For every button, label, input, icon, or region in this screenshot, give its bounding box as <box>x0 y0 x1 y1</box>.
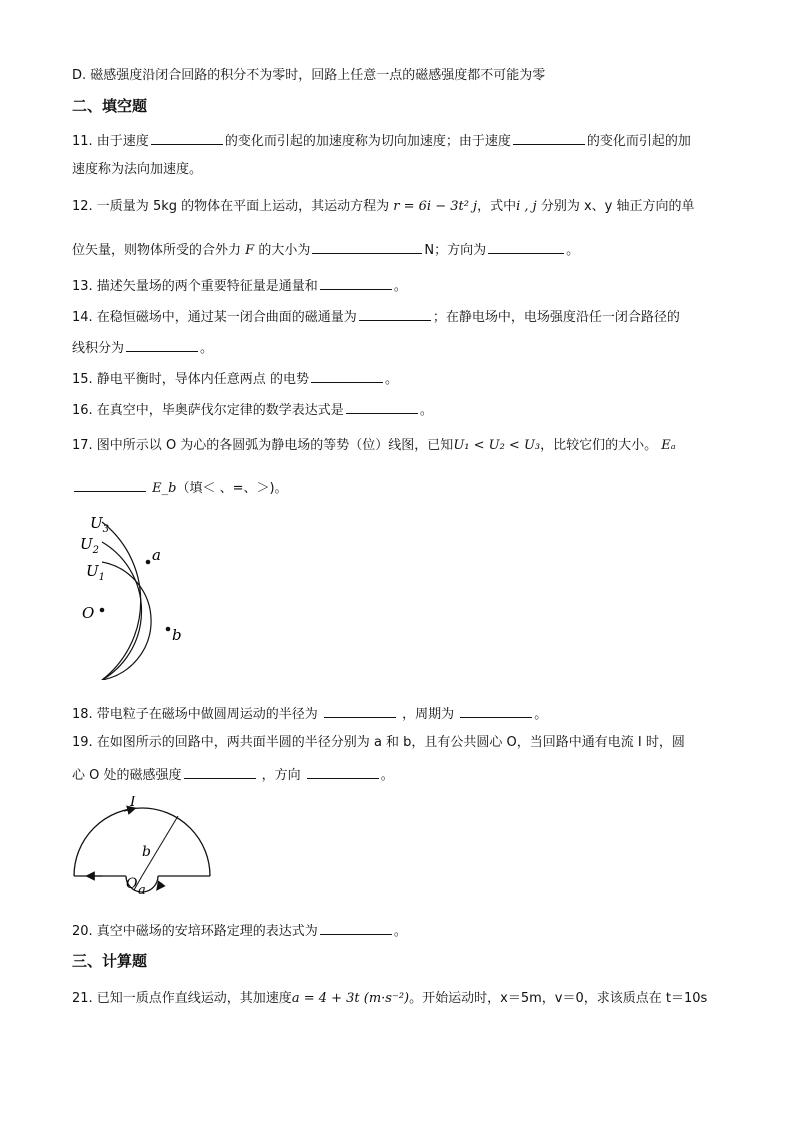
answer-blank[interactable] <box>126 338 198 352</box>
question-14-cont: 线积分为 。 <box>72 338 213 358</box>
section-fill-in: 二、填空题 <box>72 97 148 115</box>
question-17: 17. 图中所示以 O 为心的各圆弧为静电场的等势（位）线图，已知U₁ < U₂ < U₃，比较它们的大小。 Eₐ <box>72 438 676 453</box>
question-12: 12. 一质量为 5kg 的物体在平面上运动，其运动方程为 r = 6i − 3t² j，式中i , j 分别为 x、y 轴正方向的单 <box>72 199 695 214</box>
center-point <box>100 608 105 613</box>
question-12-cont: 位矢量，则物体所受的合外力 F 的大小为 N；方向为 。 <box>72 240 579 260</box>
answer-blank[interactable] <box>320 921 392 935</box>
current-arrow-inner <box>159 883 162 887</box>
question-18: 18. 带电粒子在磁场中做圆周运动的半径为 ，周期为 。 <box>72 704 547 724</box>
question-19-cont: 心 O 处的磁感强度 ，方向 。 <box>72 765 394 785</box>
label-u1: $U_1$ <box>86 562 106 583</box>
question-21: 21. 已知一质点作直线运动，其加速度a = 4 + 3t (m·s⁻²)。开始运动时，x＝5m，v＝0，求该质点在 t＝10s <box>72 991 708 1006</box>
question-19: 19. 在如图所示的回路中，两共面半圆的半径分别为 a 和 b，且有公共圆心 O，当回路中通有电流 I 时，圆 <box>72 735 685 750</box>
question-15: 15. 静电平衡时，导体内任意两点 的电势 。 <box>72 369 398 389</box>
answer-blank[interactable] <box>307 765 379 779</box>
acceleration-equation: a = 4 + 3t (m·s⁻²) <box>291 991 410 1006</box>
semicircle-loop-figure <box>72 796 222 898</box>
option-d: D. 磁感强度沿闭合回路的积分不为零时，回路上任意一点的磁感强度都不可能为零 <box>72 68 546 83</box>
answer-blank[interactable] <box>151 131 223 145</box>
question-14: 14. 在稳恒磁场中，通过某一闭合曲面的磁通量为 ；在静电场中，电场强度沿任一闭合路径的 <box>72 307 680 327</box>
question-16: 16. 在真空中，毕奥萨伐尔定律的数学表达式是 。 <box>72 400 433 420</box>
question-20: 20. 真空中磁场的安培环路定理的表达式为 。 <box>72 921 407 941</box>
label-a: a <box>138 883 146 898</box>
label-i: I <box>130 796 136 810</box>
answer-blank[interactable] <box>359 307 431 321</box>
label-b: b <box>172 626 182 644</box>
question-11: 11. 由于速度 的变化而引起的加速度称为切向加速度；由于速度 的变化而引起的加 <box>72 131 691 151</box>
label-o: O <box>82 604 95 622</box>
outer-semicircle <box>74 808 210 876</box>
answer-blank[interactable] <box>346 400 418 414</box>
answer-blank[interactable] <box>311 369 383 383</box>
question-11-cont: 速度称为法向加速度。 <box>72 162 203 177</box>
section-calculation: 三、计算题 <box>72 952 148 970</box>
label-u2: $U_2$ <box>80 535 100 556</box>
label-a: a <box>152 546 161 564</box>
answer-blank[interactable] <box>324 704 396 718</box>
question-13: 13. 描述矢量场的两个重要特征量是通量和 。 <box>72 276 407 296</box>
label-o: O <box>126 876 138 892</box>
answer-blank[interactable] <box>460 704 532 718</box>
point-a <box>146 560 151 565</box>
answer-blank[interactable] <box>312 240 422 254</box>
label-b: b <box>142 844 151 860</box>
answer-blank[interactable] <box>320 276 392 290</box>
answer-blank[interactable] <box>184 765 256 779</box>
equipotential-figure <box>72 510 222 680</box>
answer-blank[interactable] <box>74 478 146 492</box>
motion-equation: r = 6i − 3t² j <box>393 199 478 214</box>
answer-blank[interactable] <box>488 240 564 254</box>
question-17-cont: E_b（填＜ 、=、＞)。 <box>72 478 288 498</box>
equipotential-arc-u1 <box>102 562 151 680</box>
label-u3: $U_3$ <box>90 514 110 535</box>
point-b <box>166 627 171 632</box>
answer-blank[interactable] <box>513 131 585 145</box>
